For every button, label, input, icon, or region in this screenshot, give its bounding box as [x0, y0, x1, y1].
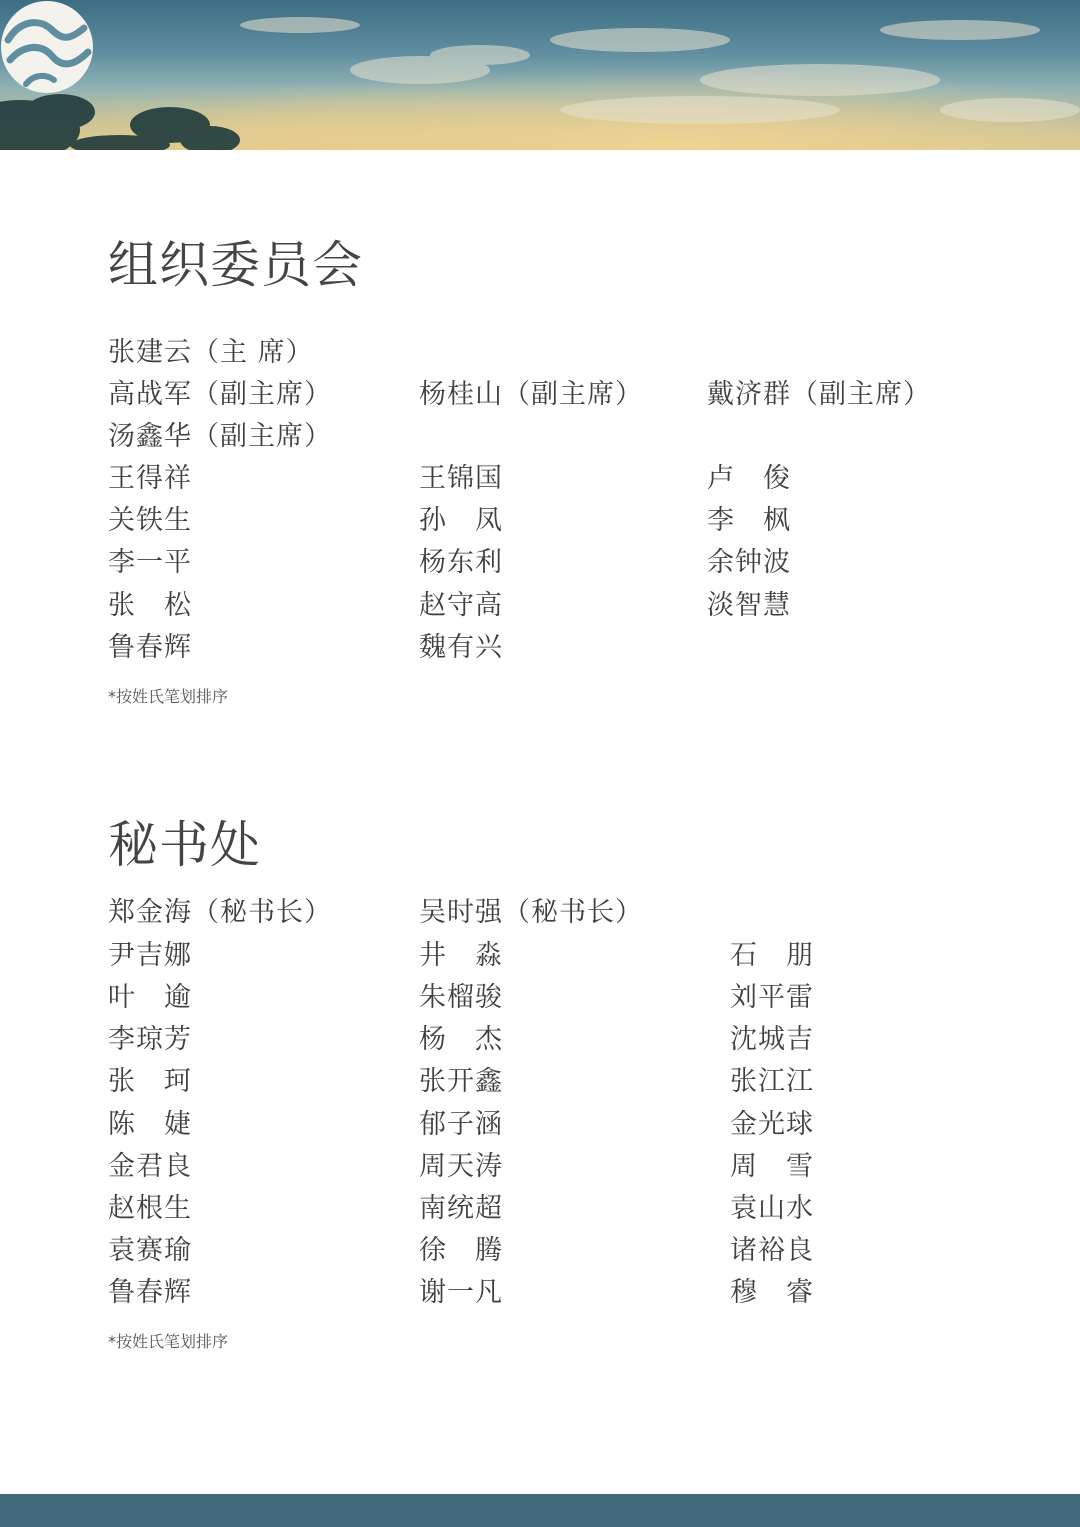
secretariat-member: 陈 婕: [108, 1109, 192, 1140]
secretariat-member: 张江江: [730, 1066, 814, 1097]
header-banner: [0, 0, 1080, 150]
secretariat-member: 赵根生: [108, 1193, 192, 1224]
secretariat-member: 沈城吉: [730, 1024, 814, 1055]
organizing-committee-title: 组织委员会: [108, 236, 363, 294]
secretariat-member: 袁赛瑜: [108, 1235, 192, 1266]
secretary-general: 吴时强（秘书长）: [419, 897, 643, 928]
sky-background: [0, 0, 1080, 150]
committee-member: 鲁春辉: [108, 632, 192, 663]
committee-chair: 张建云（主 席）: [108, 337, 314, 368]
committee-member: 卢 俊: [707, 463, 791, 494]
sort-note: *按姓氏笔划排序: [108, 1332, 229, 1351]
committee-member: 杨东利: [419, 547, 503, 578]
committee-member: 王锦国: [419, 463, 503, 494]
footer-bar: [0, 1494, 1080, 1527]
vice-chair: 戴济群（副主席）: [707, 379, 931, 410]
secretariat-member: 刘平雷: [730, 982, 814, 1013]
secretariat-member: 袁山水: [730, 1193, 814, 1224]
committee-member: 淡智慧: [707, 590, 791, 621]
secretariat-member: 叶 逾: [108, 982, 192, 1013]
secretariat-member: 周天涛: [419, 1151, 503, 1182]
swirl-globe-logo-icon: [0, 0, 94, 94]
committee-member: 张 松: [108, 590, 192, 621]
secretariat-title: 秘书处: [108, 816, 261, 874]
secretariat-member: 徐 腾: [419, 1235, 503, 1266]
secretariat-member: 金光球: [730, 1109, 814, 1140]
secretariat-member: 尹吉娜: [108, 940, 192, 971]
committee-member: 孙 凤: [419, 505, 503, 536]
vice-chair: 高战军（副主席）: [108, 379, 332, 410]
vice-chair: 汤鑫华（副主席）: [108, 421, 332, 452]
committee-member: 魏有兴: [419, 632, 503, 663]
secretariat-member: 南统超: [419, 1193, 503, 1224]
committee-member: 余钟波: [707, 547, 791, 578]
committee-member: 李一平: [108, 547, 192, 578]
secretariat-member: 杨 杰: [419, 1024, 503, 1055]
secretariat-member: 井 淼: [419, 940, 503, 971]
secretariat-member: 谢一凡: [419, 1277, 503, 1308]
secretariat-member: 石 朋: [730, 940, 814, 971]
secretariat-member: 郁子涵: [419, 1109, 503, 1140]
secretariat-member: 诸裕良: [730, 1235, 814, 1266]
secretary-general: 郑金海（秘书长）: [108, 897, 332, 928]
committee-member: 王得祥: [108, 463, 192, 494]
secretariat-member: 周 雪: [730, 1151, 814, 1182]
vice-chair: 杨桂山（副主席）: [419, 379, 643, 410]
committee-member: 关铁生: [108, 505, 192, 536]
secretariat-member: 李琼芳: [108, 1024, 192, 1055]
committee-member: 李 枫: [707, 505, 791, 536]
secretariat-member: 金君良: [108, 1151, 192, 1182]
committee-member: 赵守高: [419, 590, 503, 621]
secretariat-member: 张开鑫: [419, 1066, 503, 1097]
secretariat-member: 穆 睿: [730, 1277, 814, 1308]
sort-note: *按姓氏笔划排序: [108, 687, 229, 706]
secretariat-member: 鲁春辉: [108, 1277, 192, 1308]
secretariat-member: 朱榴骏: [419, 982, 503, 1013]
secretariat-member: 张 珂: [108, 1066, 192, 1097]
